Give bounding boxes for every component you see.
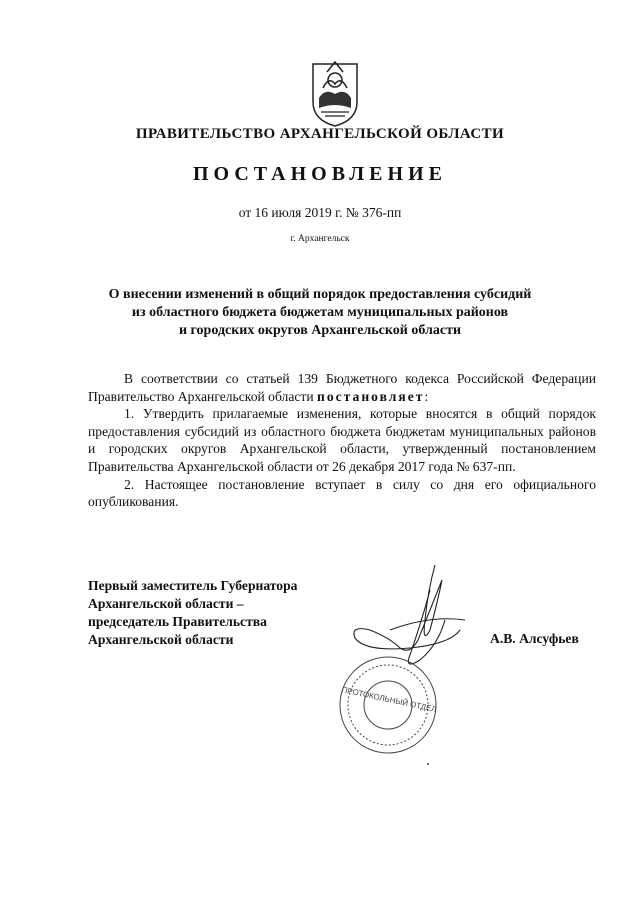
document-date-number: от 16 июля 2019 г. № 376-пп	[238, 205, 402, 220]
document-body	[88, 370, 596, 511]
signatory-position-line: председатель Правительства	[88, 614, 267, 629]
signatory-position	[88, 577, 348, 649]
signatory-position-line: Архангельской области	[88, 632, 234, 647]
document-type: ПОСТАНОВЛЕНИЕ	[193, 163, 447, 185]
signatory-position-line: Первый заместитель Губернатора	[88, 578, 298, 593]
document-subject-title	[0, 286, 640, 340]
government-title: ПРАВИТЕЛЬСТВО АРХАНГЕЛЬСКОЙ ОБЛАСТИ	[135, 126, 505, 142]
body-item-1: 1. Утвердить прилагаемые изменения, которые вносятся в общий порядок предоставления субсидий из областного бюджета бюджетам муниципальных районов и городских округов Архангельской области, утвержденный постановлением Правительства Архангельской области от 26 декабря 2017 года № 637-пп.	[88, 406, 596, 474]
document-city: г. Архангельск	[290, 234, 350, 244]
signatory-name: А.В. Алсуфьев	[490, 631, 579, 646]
body-intro-end: :	[424, 388, 429, 404]
speck-mark	[427, 763, 429, 765]
body-intro-paragraph	[88, 370, 596, 405]
body-item-2: 2. Настоящее постановление вступает в силу со дня его официального опубликования.	[88, 476, 596, 510]
signatory-position-line: Архангельской области –	[88, 596, 244, 611]
subject-title-line: из областного бюджета бюджетам муниципальных районов	[131, 305, 509, 320]
handwritten-signature	[354, 565, 465, 664]
subject-title-line: и городских округов Архангельской области	[178, 323, 462, 338]
stamp-text: ПРОТОКОЛЬНЫЙ ОТДЕЛ	[340, 685, 438, 715]
body-intro-text: В соответствии со статьей 139 Бюджетного кодекса Российской Федерации Правительство Архангельской области	[88, 371, 596, 404]
coat-of-arms-emblem	[305, 58, 365, 128]
subject-title-line: О внесении изменений в общий порядок предоставления субсидий	[108, 287, 532, 302]
signature-and-stamp	[330, 560, 490, 770]
body-intro-emphasis: постановляет	[317, 388, 425, 404]
